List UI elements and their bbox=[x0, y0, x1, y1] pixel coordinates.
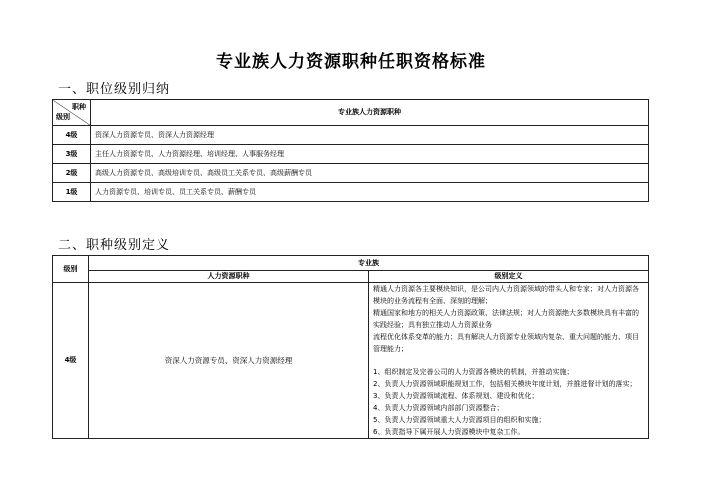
summary-line: 精通人力资源各主要模块知识，是公司内人力资源领域的带头人和专家；对人力资源各模块的业务流程有全面、深刻的理解； bbox=[373, 285, 639, 305]
level-definition-table bbox=[52, 255, 649, 439]
section-heading-definitions: 二、职种级别定义 bbox=[58, 238, 171, 253]
duty-line: 1、组织制定及完善公司的人力资源各模块的机制，并推动实施； bbox=[373, 368, 574, 376]
table-row bbox=[53, 183, 649, 202]
position-cell: 资深人力资源专员、资深人力资源经理 bbox=[89, 283, 369, 439]
level-cell: 4级 bbox=[53, 126, 91, 145]
table-row bbox=[53, 126, 649, 145]
duty-line: 2、负责人力资源领域职能规划工作，包括相关模块年度计划，并推进督计划的落实； bbox=[373, 380, 637, 388]
duty-line: 5、负责人力资源领域重大人力资源项目的组织和实施； bbox=[373, 416, 546, 424]
positions-cell: 资深人力资源专员、资深人力资源经理 bbox=[91, 126, 649, 145]
table-row bbox=[53, 283, 649, 439]
duty-line: 3、负责人力资源领域流程、体系规划、建设和优化； bbox=[373, 392, 539, 400]
duty-line: 6、负责指导下属开展人力资源模块中复杂工作。 bbox=[373, 428, 525, 436]
page-title: 专业族人力资源职种任职资格标准 bbox=[216, 52, 486, 72]
level-cell: 2级 bbox=[53, 164, 91, 183]
column-title: 专业族人力资源职种 bbox=[91, 100, 649, 126]
table-row bbox=[53, 164, 649, 183]
summary-line: 精通国家和地方的相关人力资源政策、法律法规；对人力资源绝大多数模块具有丰富的实践经验；具有独立推动人力资源业务 bbox=[373, 309, 639, 329]
table-row bbox=[53, 145, 649, 164]
level-header: 级别 bbox=[53, 256, 89, 283]
summary-line: 流程优化体系变革的能力；具有解决人力资源专业领域内复杂、重大问题的能力、项目管理能力； bbox=[373, 333, 639, 353]
positions-cell: 高级人力资源专员、高级培训专员、高级员工关系专员、高级薪酬专员 bbox=[91, 164, 649, 183]
level-summary-table bbox=[52, 99, 649, 202]
diagonal-header-cell bbox=[53, 100, 91, 126]
positions-cell: 主任人力资源专员、人力资源经理、培训经理、人事服务经理 bbox=[91, 145, 649, 164]
family-header: 专业族 bbox=[89, 256, 649, 271]
position-header: 人力资源职种 bbox=[89, 271, 369, 283]
level-cell: 1级 bbox=[53, 183, 91, 202]
definition-header: 级别定义 bbox=[369, 271, 649, 283]
level-cell: 4级 bbox=[53, 283, 89, 439]
definition-cell bbox=[369, 283, 649, 439]
level-cell: 3级 bbox=[53, 145, 91, 164]
positions-cell: 人力资源专员、培训专员、员工关系专员、薪酬专员 bbox=[91, 183, 649, 202]
header-bottom-label: 级别 bbox=[56, 113, 70, 121]
section-heading-levels: 一、职位级别归纳 bbox=[58, 82, 171, 97]
header-top-label: 职种 bbox=[72, 103, 86, 111]
duty-line: 4、负责人力资源领域内部部门资源整合； bbox=[373, 404, 504, 412]
